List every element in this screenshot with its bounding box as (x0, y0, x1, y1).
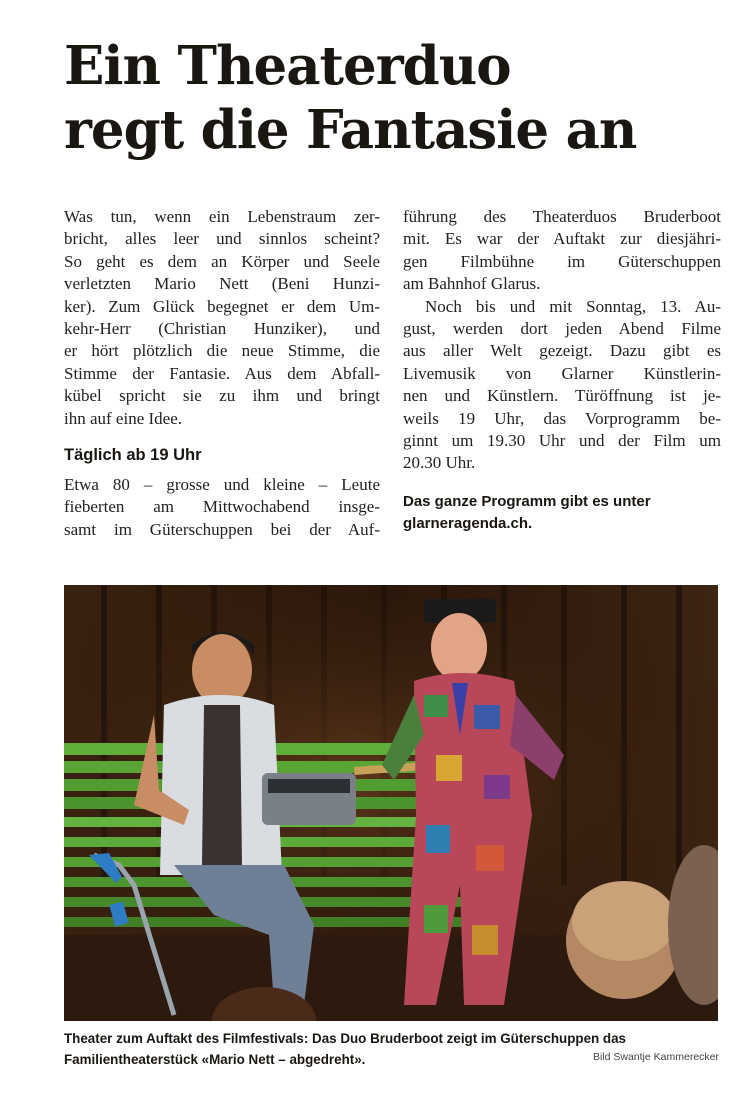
photo-caption (64, 1028, 720, 1070)
text-line: Livemusik von Glarner Künstlerin- (403, 363, 721, 383)
caption-line-2: Familientheaterstück «Mario Nett – abgedreht». (64, 1052, 366, 1067)
program-note-line: Das ganze Programm gibt es unter (403, 492, 651, 510)
body-paragraph-4 (403, 296, 721, 475)
text-line: gen Filmbühne im Güterschuppen (403, 251, 721, 271)
headline (64, 34, 724, 162)
text-line: 20.30 Uhr. (403, 453, 476, 473)
text-line: er hört plötzlich die neue Stimme, die (64, 341, 380, 361)
text-line: Stimme der Fantasie. Aus dem Abfall- (64, 363, 380, 383)
text-line: samt im Güterschuppen bei der Auf- (64, 519, 380, 539)
subheading: Täglich ab 19 Uhr (64, 446, 202, 465)
program-note (403, 491, 721, 535)
article-column-right (403, 206, 721, 535)
body-paragraph-3 (403, 206, 721, 296)
caption-line-1: Theater zum Auftakt des Filmfestivals: Das Duo Bruderboot zeigt im Güterschuppen das (64, 1031, 627, 1046)
text-line: Noch bis und mit Sonntag, 13. Au- (425, 296, 721, 316)
text-line: ginnt um 19.30 Uhr und der Film um (403, 431, 721, 451)
program-note-link[interactable]: glarneragenda.ch. (403, 514, 533, 532)
text-line: am Bahnhof Glarus. (403, 274, 541, 294)
article-column-left (64, 206, 380, 541)
text-line: ihn auf eine Idee. (64, 408, 182, 428)
text-line: kehr-Herr (Christian Hunziker), und (64, 319, 380, 339)
text-line: ker). Zum Glück begegnet er dem Um- (64, 296, 380, 316)
text-line: fieberten am Mittwochabend insge- (64, 497, 380, 517)
stage-photo (64, 585, 718, 1021)
text-line: verletzten Mario Nett (Beni Hunzi- (64, 274, 380, 294)
text-line: Etwa 80 – grosse und kleine – Leute (64, 475, 380, 495)
text-line: gust, werden dort jeden Abend Filme (403, 319, 721, 339)
headline-line-1: Ein Theaterduo (64, 35, 511, 97)
text-line: Was tun, wenn ein Lebenstraum zer- (64, 207, 380, 226)
text-line: kübel spricht sie zu ihm und bringt (64, 386, 380, 406)
text-line: weils 19 Uhr, das Vorprogramm be- (403, 408, 721, 428)
text-line: So geht es dem an Körper und Seele (64, 251, 380, 271)
body-paragraph-2 (64, 474, 380, 541)
text-line: führung des Theaterduos Bruderboot (403, 207, 721, 226)
text-line: mit. Es war der Auftakt zur diesjähri- (403, 229, 721, 249)
stage-photo-illustration (64, 585, 718, 1021)
text-line: aus aller Welt gezeigt. Dazu gibt es (403, 341, 721, 361)
text-line: nen und Künstlern. Türöffnung ist je- (403, 386, 721, 406)
text-line: bricht, alles leer und sinnlos scheint? (64, 229, 380, 249)
headline-line-2: regt die Fantasie an (64, 99, 637, 161)
body-paragraph-1 (64, 206, 380, 430)
photo-credit: Bild Swantje Kammerecker (592, 1051, 719, 1063)
